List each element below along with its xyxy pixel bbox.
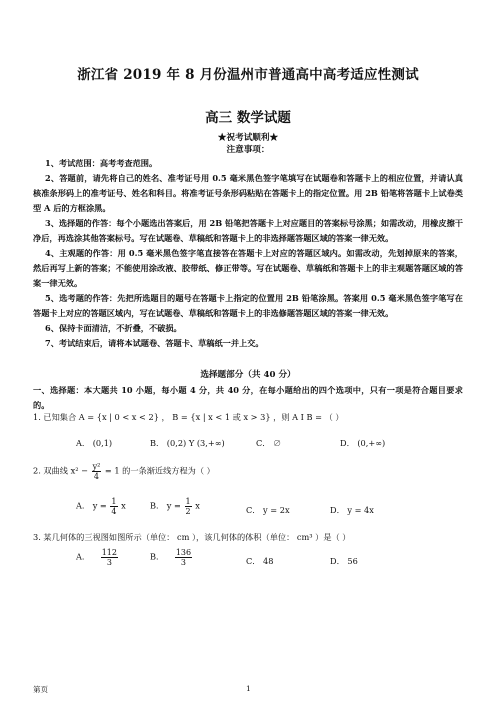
notice-item: 5、选考题的作答：先把所选题目的题号在答题卡上指定的位置用 2B 铅笔涂黑。答案用 0.5 毫米黑色签字笔写在答题卡上对应的答题区域内，写在试题卷、草稿纸和答题卡上的非选修题答题区域的答案一律无效。 [33, 293, 463, 318]
notice-item: 2、答题前，请先将自己的姓名、准考证号用 0.5 毫米黑色签字笔填写在试题卷和答题卡上的相应位置，并请认真核准条形码上的准考证号、姓名和科目。将准考证号条形码粘贴在答题卡上的指定位置。用 2B 铅笔将答题卡上试卷类型 A 后的方框涂黑。 [33, 173, 463, 213]
q3-option-a-num: 112 [101, 548, 117, 557]
q1-option-a: A． (0,1) [76, 438, 113, 448]
q3-option-a-pre: A． [76, 551, 91, 562]
exam-subtitle: 高三 数学试题 [205, 110, 291, 126]
q2-option-c: C． y = 2x [246, 505, 290, 515]
q3-option-d: D． 56 [330, 556, 358, 566]
q3-option-b-den: 3 [180, 558, 187, 567]
q2-option-b-den: 2 [185, 507, 191, 516]
q2-option-a-fraction [110, 497, 117, 516]
q2-option-b-num: 1 [185, 497, 191, 506]
notice-item: 7、考试结束后，请将本试题卷、答题卡、草稿纸一并上交。 [45, 338, 264, 348]
footer-page-number: 1 [246, 684, 251, 693]
section-intro: 一、选择题：本大题共 10 小题，每小题 4 分，共 40 分，在每小题给出的四个选项中，只有一项是符合题目要求的。 [33, 385, 463, 410]
question-1-stem: 1. 已知集合 A = {x | 0 < x < 2} ， B = {x | x < 1 或 x > 3} ，则 A I B = （ ） [33, 412, 344, 422]
q2-stem-post: = 1 的一条渐近线方程为（ ） [104, 465, 215, 476]
q2-option-d: D． y = 4x [330, 505, 374, 515]
notice-list [33, 156, 463, 351]
q3-option-a-fraction [101, 548, 118, 567]
q2-fraction [92, 462, 102, 481]
q3-option-b-num: 136 [175, 548, 192, 557]
question-2-stem [33, 462, 473, 481]
q1-option-d: D． (0,+∞) [340, 438, 386, 448]
notice-item: 1、考试范围：高考考查范围。 [45, 158, 158, 168]
q2-option-b [150, 497, 200, 516]
q2-option-a-post: x [121, 500, 126, 511]
q1-option-b: B． (0,2) Y (3,+∞) [150, 438, 225, 448]
q3-option-b [150, 548, 193, 567]
notice-item: 3、选择题的作答：每个小题选出答案后，用 2B 铅笔把答题卡上对应题目的答案标号涂黑；如需改动，用橡皮擦干净后，再选涂其他答案标号。写在试题卷、草稿纸和答题卡上的非选择题答题区域的答案一律无效。 [33, 218, 463, 243]
q2-option-b-fraction [185, 497, 192, 516]
section-title: 选择题部分（共 40 分） [200, 370, 296, 380]
question-3-stem: 3. 某几何体的三视图如图所示（单位： cm ），该几何体的体积（单位： cm³ ）是（ ） [33, 532, 351, 542]
q2-stem-pre: 2. 双曲线 x² − [33, 465, 88, 476]
q2-option-a-pre: A． y = [76, 500, 107, 511]
notice-item: 4、主观题的作答：用 0.5 毫米黑色签字笔直接答在答题卡上对应的答题区域内。如需改动，先划掉原来的答案，然后再写上新的答案；不能使用涂改液、胶带纸、修正带等。写在试题卷、草稿纸和答题卡上的非主观题答题区域的答案一律无效。 [33, 248, 463, 288]
q2-option-b-post: x [195, 500, 200, 511]
footer-page-label: 第页 [33, 685, 48, 694]
q3-option-a-den: 3 [106, 558, 112, 567]
notice-item: 6、保持卡面清洁，不折叠，不破损。 [45, 323, 182, 333]
q2-option-a [76, 497, 126, 516]
q2-frac-den: 4 [93, 472, 99, 481]
q2-option-a-den: 4 [111, 507, 117, 516]
q3-option-a [76, 548, 119, 567]
q3-option-b-pre: B． [150, 551, 165, 562]
q3-option-c: C． 48 [246, 556, 274, 566]
q2-frac-num: y² [92, 462, 101, 471]
q2-option-b-pre: B． y = [150, 500, 181, 511]
q3-option-b-fraction [175, 548, 192, 567]
good-luck-banner: ★祝考试顺利★ [217, 133, 279, 143]
exam-title: 浙江省 2019 年 8 月份温州市普通高中高考适应性测试 [77, 67, 419, 83]
q2-option-a-num: 1 [111, 497, 117, 506]
q1-option-c: C． ∅ [256, 438, 282, 448]
notice-heading: 注意事项： [226, 145, 270, 155]
